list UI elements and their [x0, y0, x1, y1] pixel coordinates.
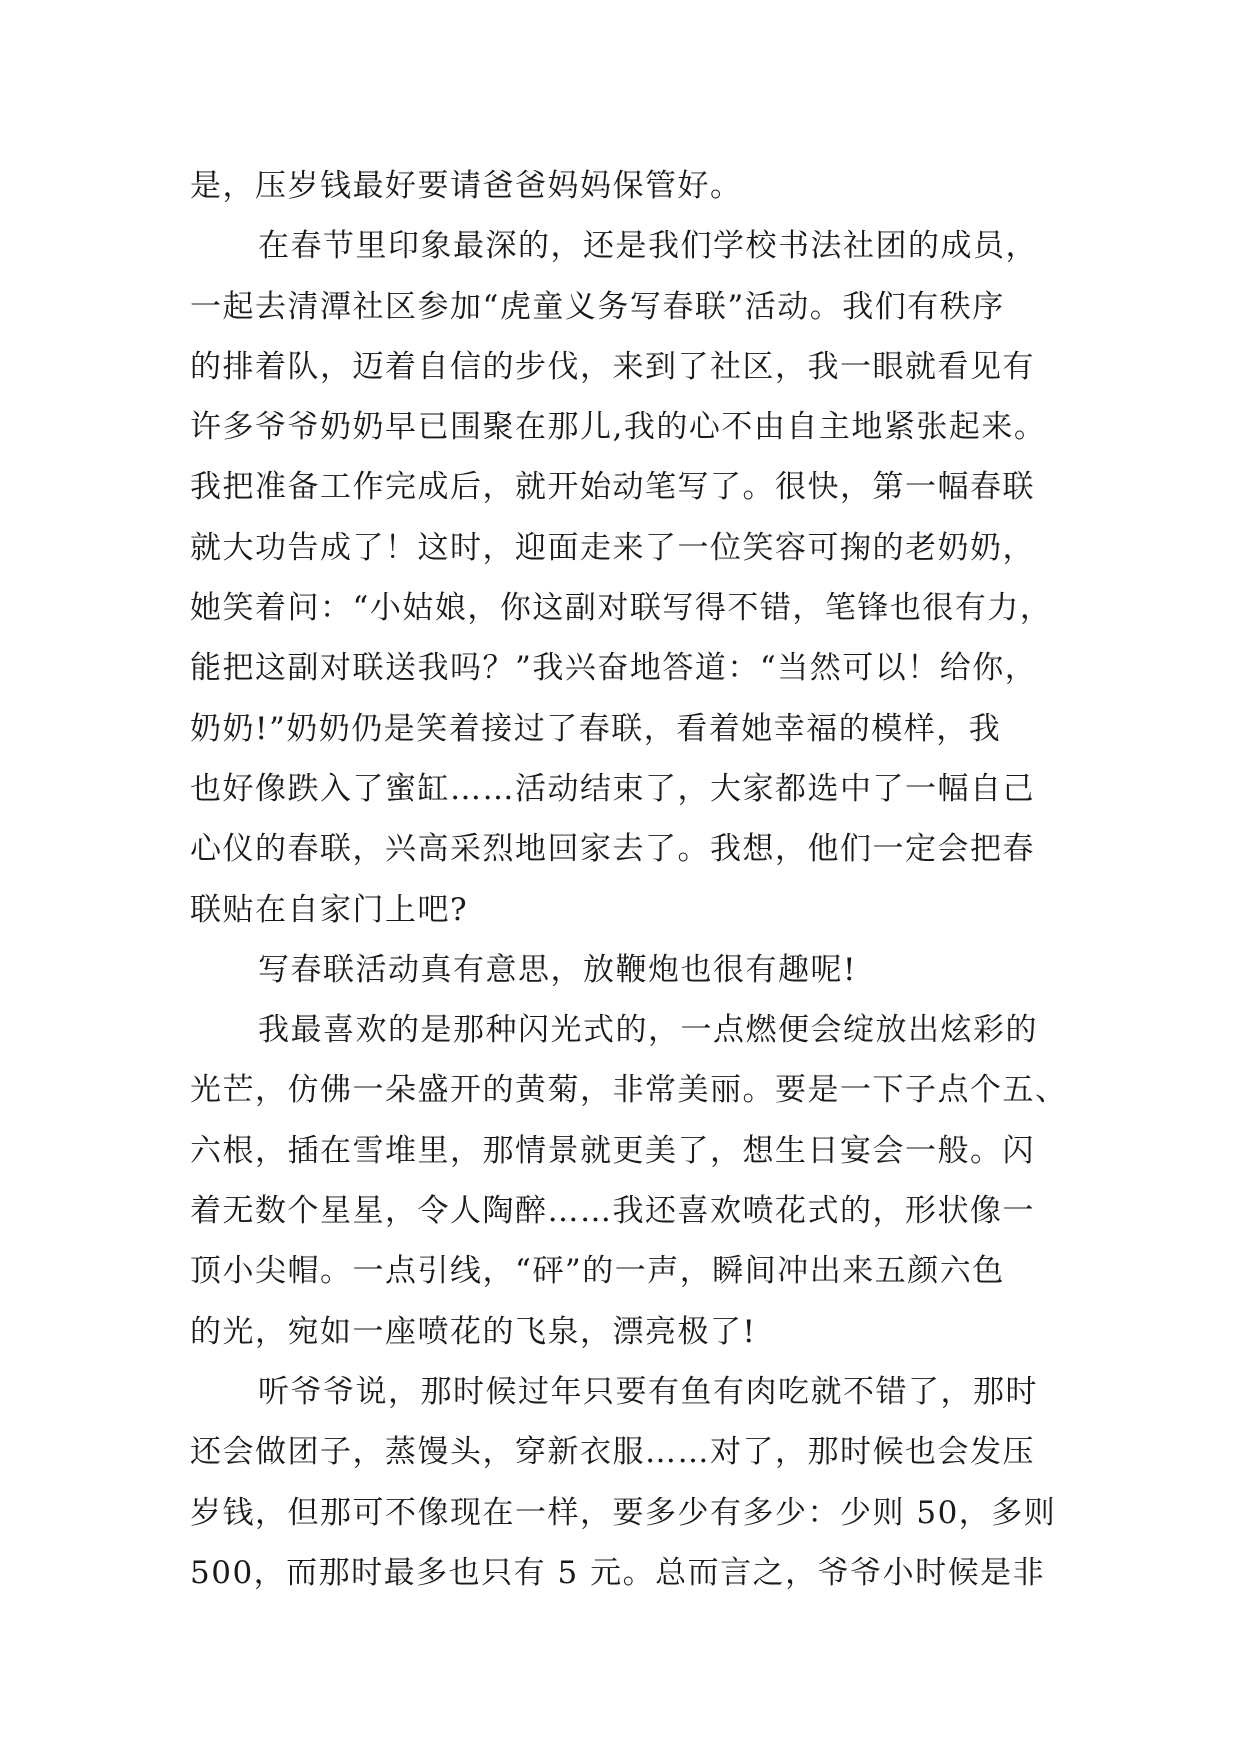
text-line: 岁钱，但那可不像现在一样，要多少有多少：少则 50，多则 — [190, 1494, 1057, 1531]
text-line: 能把这副对联送我吗？”我兴奋地答道：“当然可以！给你， — [190, 650, 1038, 687]
text-line: 听爷爷说，那时候过年只要有鱼有肉吃就不错了，那时 — [258, 1373, 1038, 1410]
essay-body — [190, 156, 1070, 1603]
text-line: 六根，插在雪堆里，那情景就更美了，想生日宴会一般。闪 — [190, 1132, 1035, 1169]
text-line: 联贴在自家门上吧? — [190, 891, 469, 928]
text-line: 我把准备工作完成后，就开始动笔写了。很快，第一幅春联 — [190, 469, 1035, 506]
text-line: 奶奶!”奶奶仍是笑着接过了春联，看着她幸福的模样，我 — [190, 710, 1002, 747]
text-line: 的排着队，迈着自信的步伐，来到了社区，我一眼就看见有 — [190, 348, 1035, 385]
text-line: 心仪的春联，兴高采烈地回家去了。我想，他们一定会把春 — [190, 831, 1035, 868]
text-line: 是，压岁钱最好要请爸爸妈妈保管好。 — [190, 168, 743, 204]
text-line: 许多爷爷奶奶早已围聚在那儿,我的心不由自主地紧张起来。 — [190, 409, 1047, 446]
text-line: 我最喜欢的是那种闪光式的，一点燃便会绽放出炫彩的 — [258, 1012, 1038, 1049]
text-line: 也好像跌入了蜜缸……活动结束了，大家都选中了一幅自己 — [190, 770, 1035, 807]
text-line: 就大功告成了！这时，迎面走来了一位笑容可掬的老奶奶， — [190, 529, 1035, 566]
text-line: 着无数个星星，令人陶醉……我还喜欢喷花式的，形状像一 — [190, 1193, 1035, 1230]
text-line: 顶小尖帽。一点引线，“砰”的一声，瞬间冲出来五颜六色 — [190, 1253, 1005, 1290]
text-line: 她笑着问：“小姑娘，你这副对联写得不错，笔锋也很有力， — [190, 590, 1053, 627]
text-line: 一起去清潭社区参加“虎童义务写春联”活动。我们有秩序 — [190, 288, 1005, 325]
text-line: 的光，宛如一座喷花的飞泉，漂亮极了! — [190, 1313, 757, 1350]
text-line: 500，而那时最多也只有 5 元。总而言之，爷爷小时候是非 — [190, 1554, 1046, 1591]
text-line: 在春节里印象最深的，还是我们学校书法社团的成员， — [258, 228, 1038, 265]
text-line: 光芒，仿佛一朵盛开的黄菊，非常美丽。要是一下子点个五、 — [190, 1072, 1068, 1109]
text-line: 还会做团子，蒸馒头，穿新衣服……对了，那时候也会发压 — [190, 1434, 1035, 1471]
text-line: 写春联活动真有意思，放鞭炮也很有趣呢! — [258, 951, 857, 988]
